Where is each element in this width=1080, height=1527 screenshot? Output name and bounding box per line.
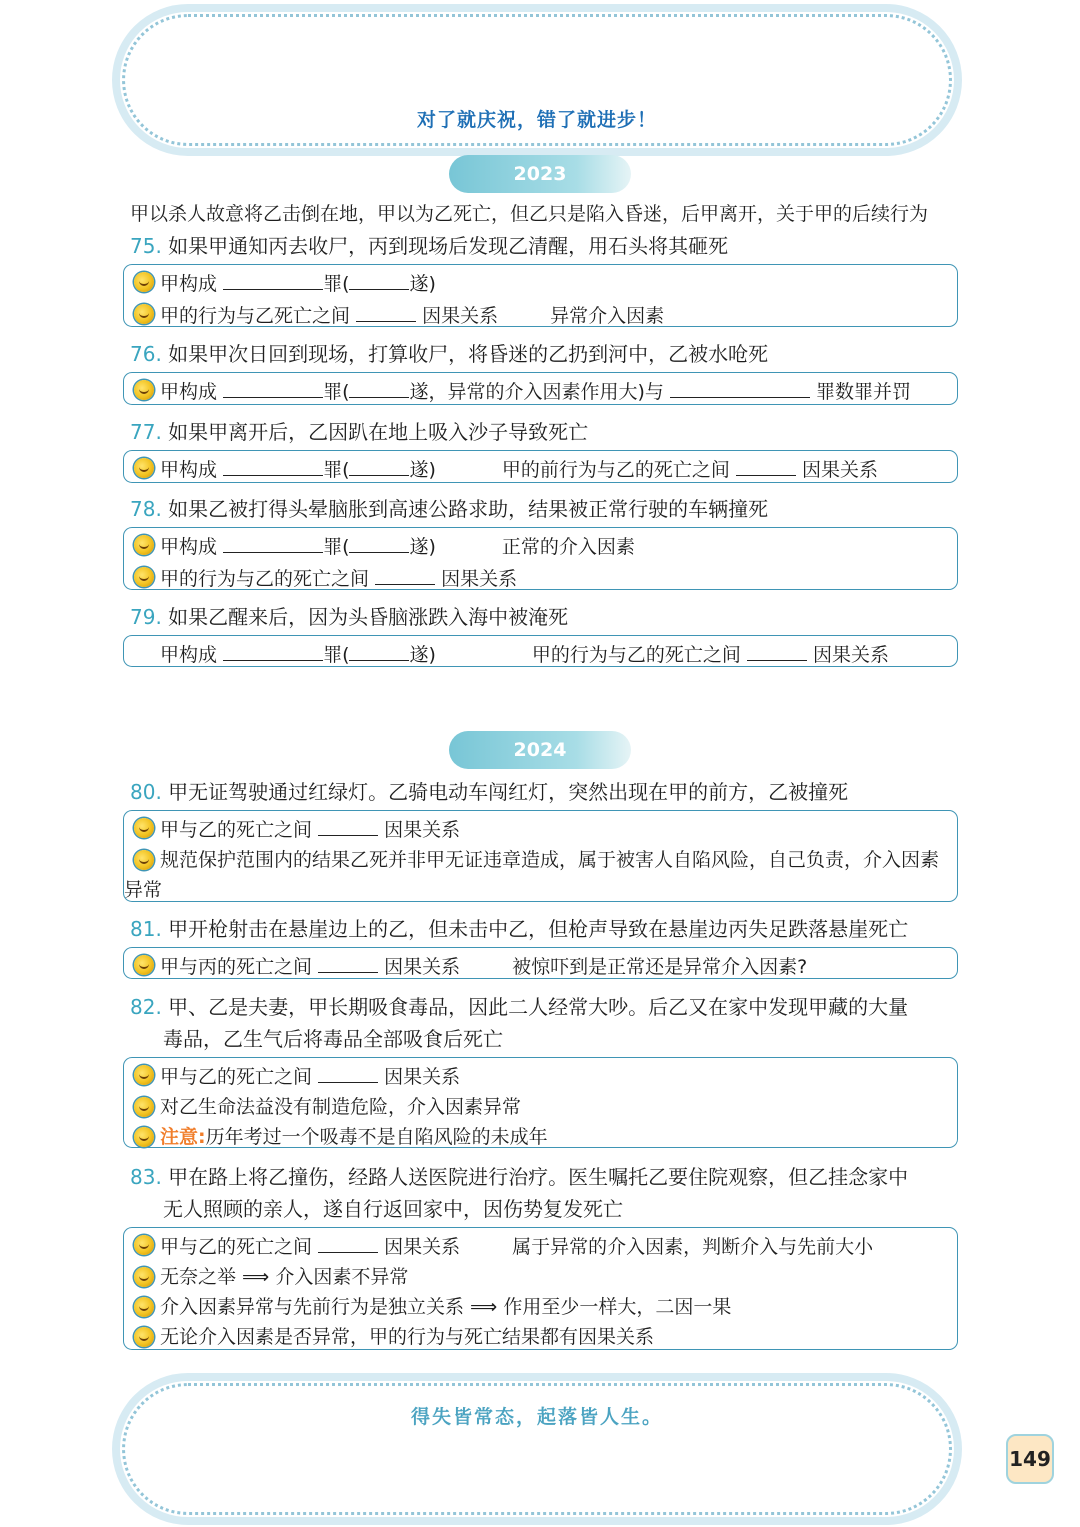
question-81	[130, 913, 960, 945]
answer-line: 甲与乙的死亡之间 因果关系	[160, 1060, 949, 1092]
blank	[349, 530, 409, 553]
page-number: 149	[1006, 1434, 1054, 1484]
answer-line: 甲构成 罪( 遂) 甲的前行为与乙的死亡之间 因果关系	[160, 453, 949, 485]
answer-box-80	[123, 810, 958, 902]
blank	[670, 375, 810, 398]
blank	[747, 638, 807, 661]
answer-line: 无论介入因素是否异常，甲的行为与死亡结果都有因果关系	[160, 1322, 949, 1352]
question-number: 77.	[130, 420, 162, 444]
smiley-icon	[134, 850, 154, 870]
smiley-icon	[134, 1235, 154, 1255]
answer-line: 对乙生命法益没有制造危险，介入因素异常	[160, 1092, 949, 1122]
question-number: 76.	[130, 342, 162, 366]
question-79	[130, 601, 960, 633]
question-82	[130, 991, 960, 1055]
answer-line: 甲构成 罪( 遂)	[160, 267, 949, 299]
answer-line: 甲与乙的死亡之间 因果关系	[160, 813, 949, 845]
answer-box-81	[123, 947, 958, 979]
answer-line: 甲的行为与乙的死亡之间 因果关系	[160, 562, 949, 594]
question-83	[130, 1161, 960, 1225]
smiley-icon	[134, 1267, 154, 1287]
blank	[349, 267, 409, 290]
smiley-icon	[134, 1097, 154, 1117]
question-text: 甲开枪射击在悬崖边上的乙，但未击中乙，但枪声导致在悬崖边丙失足跌落悬崖死亡	[168, 917, 909, 941]
blank	[223, 267, 323, 290]
blank	[356, 299, 416, 322]
answer-box-77	[123, 450, 958, 483]
footer-frame	[122, 1383, 952, 1515]
question-text: 甲、乙是夫妻，甲长期吸食毒品，因此二人经常大吵。后乙又在家中发现甲藏的大量	[168, 995, 909, 1019]
question-number: 82.	[130, 995, 162, 1019]
answer-line: 规范保护范围内的结果乙死并非甲无证违章造成，属于被害人自陷风险，自己负责，介入因素异常	[124, 849, 940, 901]
year-badge-2024: 2024	[449, 731, 631, 769]
footer-motto: 得失皆常态，起落皆人生。	[410, 1406, 663, 1428]
blank	[318, 813, 378, 836]
smiley-icon	[134, 1327, 154, 1347]
answer-line: 甲的行为与乙死亡之间 因果关系 异常介入因素	[160, 299, 949, 331]
note-label: 注意:	[160, 1126, 206, 1148]
answer-box-76	[123, 372, 958, 405]
question-text: 甲在路上将乙撞伤，经路人送医院进行治疗。医生嘱托乙要住院观察，但乙挂念家中	[168, 1165, 909, 1189]
question-80	[130, 776, 960, 808]
blank	[349, 638, 409, 661]
answer-line: 甲构成 罪( 遂，异常的介入因素作用大)与 罪数罪并罚	[160, 375, 949, 407]
question-78	[130, 493, 960, 525]
question-75	[130, 230, 960, 262]
question-number: 83.	[130, 1165, 162, 1189]
blank	[318, 950, 378, 973]
year-badge-2023: 2023	[449, 155, 631, 193]
answer-line: 介入因素异常与先前行为是独立关系 ⟹ 作用至少一样大，二因一果	[160, 1292, 949, 1322]
smiley-icon	[134, 535, 154, 555]
question-76	[130, 338, 960, 370]
smiley-icon	[134, 818, 154, 838]
question-text: 如果乙醒来后，因为头昏脑涨跌入海中被淹死	[168, 605, 569, 629]
blank	[223, 375, 323, 398]
question-number: 78.	[130, 497, 162, 521]
answer-box-75	[123, 264, 958, 327]
question-77	[130, 416, 960, 448]
smiley-icon	[134, 955, 154, 975]
blank	[375, 562, 435, 585]
blank	[223, 638, 323, 661]
question-text: 如果甲离开后，乙因趴在地上吸入沙子导致死亡	[168, 420, 589, 444]
smiley-icon	[134, 458, 154, 478]
answer-line: 甲与丙的死亡之间 因果关系 被惊吓到是正常还是异常介入因素?	[160, 950, 949, 982]
blank	[223, 530, 323, 553]
question-number: 75.	[130, 234, 162, 258]
answer-box-83	[123, 1227, 958, 1350]
answer-box-78	[123, 527, 958, 590]
blank	[223, 453, 323, 476]
smiley-icon	[134, 304, 154, 324]
question-number: 80.	[130, 780, 162, 804]
smiley-icon	[134, 1127, 154, 1147]
smiley-icon	[134, 1297, 154, 1317]
header-frame	[122, 14, 952, 146]
smiley-icon	[134, 1065, 154, 1085]
question-text: 如果甲次日回到现场，打算收尸，将昏迷的乙扔到河中，乙被水呛死	[168, 342, 769, 366]
blank	[349, 453, 409, 476]
answer-box-79	[123, 635, 958, 667]
question-text-continued: 无人照顾的亲人，遂自行返回家中，因伤势复发死亡	[163, 1197, 623, 1221]
answer-line: 甲与乙的死亡之间 因果关系 属于异常的介入因素，判断介入与先前大小	[160, 1230, 949, 1262]
smiley-icon	[134, 567, 154, 587]
question-text-continued: 毒品，乙生气后将毒品全部吸食后死亡	[163, 1027, 503, 1051]
smiley-icon	[134, 380, 154, 400]
answer-line: 注意:历年考过一个吸毒不是自陷风险的未成年	[160, 1122, 949, 1152]
header-motto: 对了就庆祝，错了就进步！	[416, 109, 657, 131]
blank	[349, 375, 409, 398]
question-text: 如果甲通知丙去收尸，丙到现场后发现乙清醒，用石头将其砸死	[168, 234, 729, 258]
question-stem: 甲以杀人故意将乙击倒在地，甲以为乙死亡，但乙只是陷入昏迷，后甲离开，关于甲的后续行为	[130, 203, 929, 225]
question-number: 79.	[130, 605, 162, 629]
answer-box-82	[123, 1057, 958, 1148]
blank	[736, 453, 796, 476]
answer-line: 甲构成 罪( 遂) 正常的介入因素	[160, 530, 949, 562]
answer-line: 甲构成 罪( 遂) 甲的行为与乙的死亡之间 因果关系	[160, 638, 949, 670]
blank	[318, 1230, 378, 1253]
smiley-icon	[134, 272, 154, 292]
answer-line: 无奈之举 ⟹ 介入因素不异常	[160, 1262, 949, 1292]
question-text: 甲无证驾驶通过红绿灯。乙骑电动车闯红灯，突然出现在甲的前方，乙被撞死	[168, 780, 849, 804]
question-text: 如果乙被打得头晕脑胀到高速公路求助，结果被正常行驶的车辆撞死	[168, 497, 769, 521]
question-number: 81.	[130, 917, 162, 941]
blank	[318, 1060, 378, 1083]
